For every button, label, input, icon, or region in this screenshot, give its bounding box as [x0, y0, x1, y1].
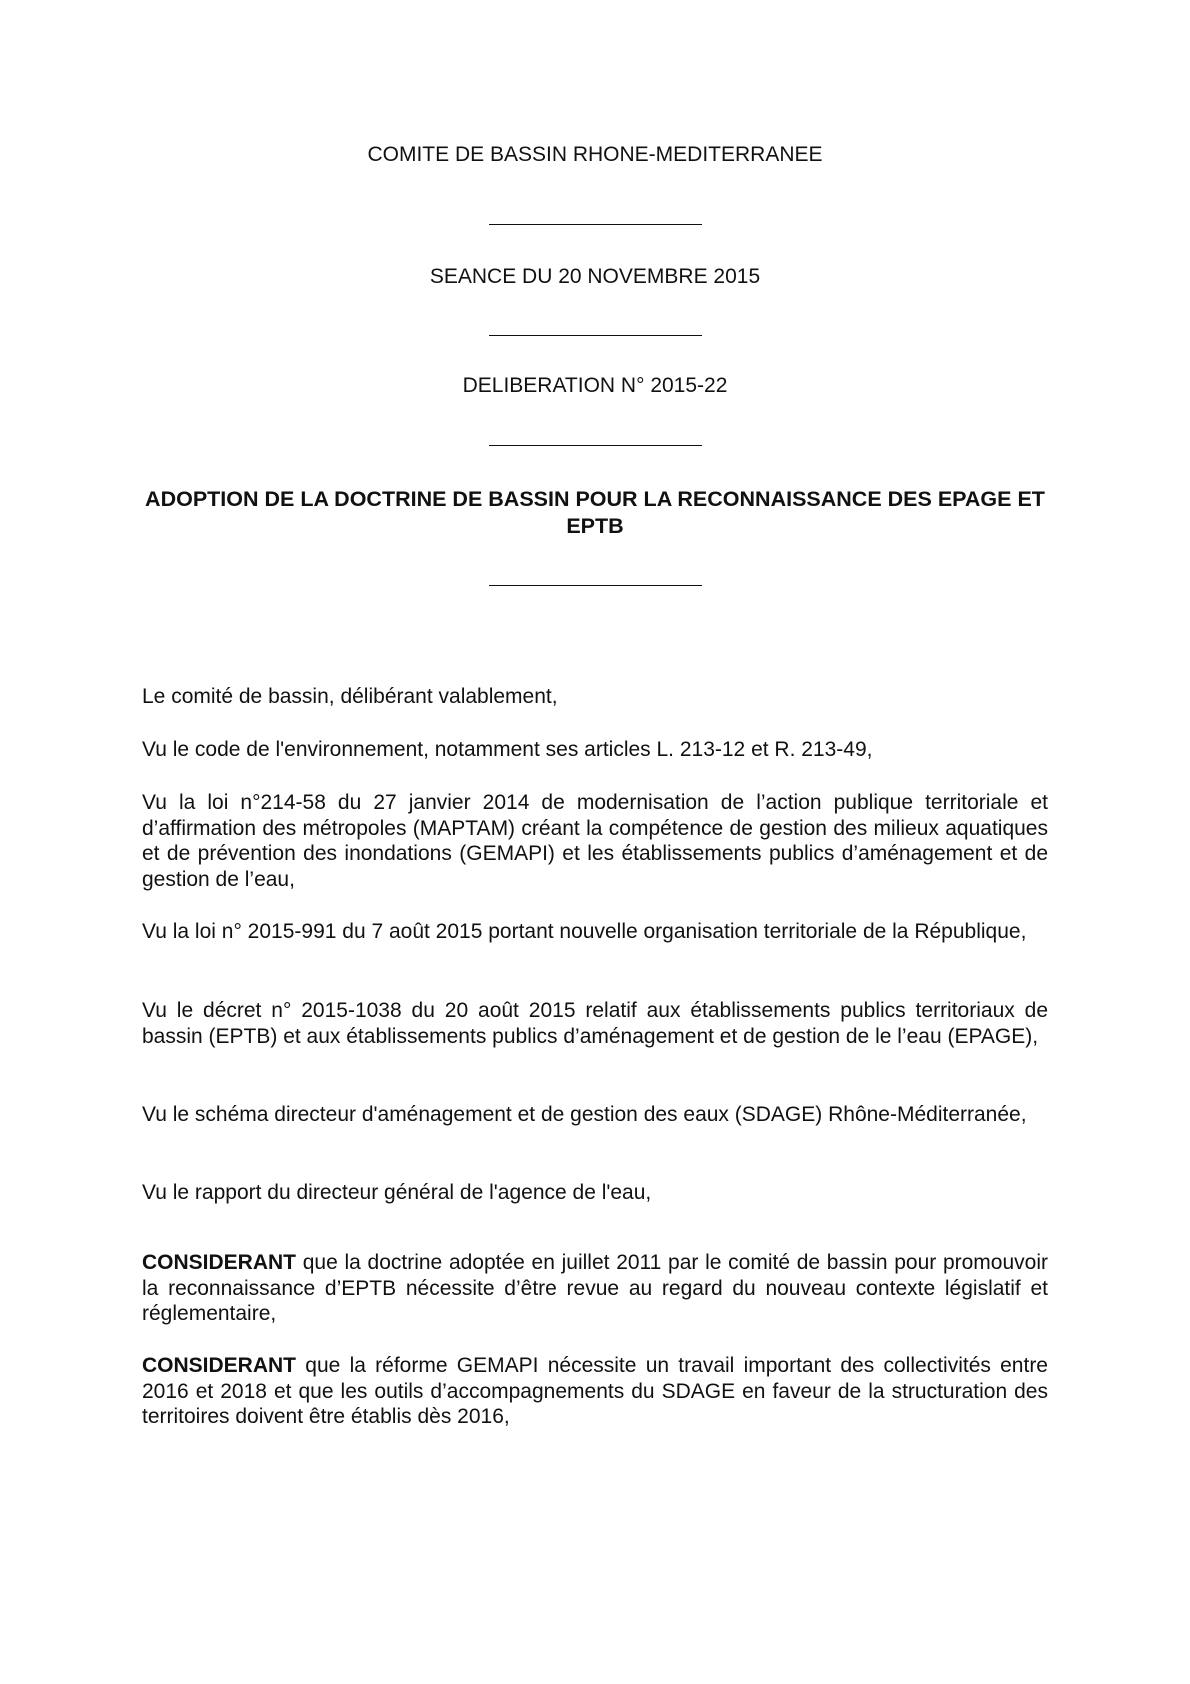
- separator-rule: [489, 335, 702, 336]
- separator-rule: [489, 445, 702, 446]
- deliberation-number: DELIBERATION N° 2015-22: [462, 374, 728, 397]
- document-title: ADOPTION DE LA DOCTRINE DE BASSIN POUR LA RECONNAISSANCE DES EPAGE ET EPTB: [145, 487, 1045, 538]
- paragraph-visa-maptam: Vu la loi n°214-58 du 27 janvier 2014 de modernisation de l’action publique territoriale et d’affirmation des métropoles (MAPTAM) créant la compétence de gestion des milieux aquatiques et de prévention des inondations (GEMAPI) et les établissements publics d’aménagement et de gestion de l’eau,: [142, 791, 1048, 891]
- paragraph-visa-sdage: Vu le schéma directeur d'aménagement et de gestion des eaux (SDAGE) Rhône-Méditerranée,: [142, 1103, 1027, 1126]
- considerant-keyword: CONSIDERANT: [142, 1354, 297, 1377]
- separator-rule: [489, 224, 702, 225]
- considerant-text: que la réforme GEMAPI nécessite un travail important des collectivités entre 2016 et 2018 et que les outils d’accompagnements du SDAGE en faveur de la structuration des territoires doivent être établis dès 2016,: [142, 1354, 1048, 1428]
- paragraph-visa-code: Vu le code de l'environnement, notamment ses articles L. 213-12 et R. 213-49,: [142, 738, 873, 761]
- paragraph-visa-rapport: Vu le rapport du directeur général de l'agence de l'eau,: [142, 1181, 652, 1204]
- considerant-keyword: CONSIDERANT: [142, 1251, 297, 1274]
- paragraph-visa-notre: Vu la loi n° 2015-991 du 7 août 2015 portant nouvelle organisation territoriale de la République,: [142, 920, 1027, 943]
- paragraph-visa-decret: Vu le décret n° 2015-1038 du 20 août 2015 relatif aux établissements publics territoriaux de bassin (EPTB) et aux établissements publics d’aménagement et de gestion de le l’eau (EPAGE),: [142, 999, 1048, 1048]
- considerant-text: que la doctrine adoptée en juillet 2011 par le comité de bassin pour promouvoir la reconnaissance d’EPTB nécessite d’être revue au regard du nouveau contexte législatif et réglementaire,: [142, 1251, 1048, 1325]
- separator-rule: [489, 585, 702, 586]
- paragraph-preamble: Le comité de bassin, délibérant valablement,: [142, 685, 558, 708]
- considerant-paragraph: [142, 1353, 1048, 1430]
- committee-heading: COMITE DE BASSIN RHONE-MEDITERRANEE: [367, 143, 823, 166]
- session-heading: SEANCE DU 20 NOVEMBRE 2015: [429, 265, 761, 288]
- considerant-paragraph: [142, 1250, 1048, 1327]
